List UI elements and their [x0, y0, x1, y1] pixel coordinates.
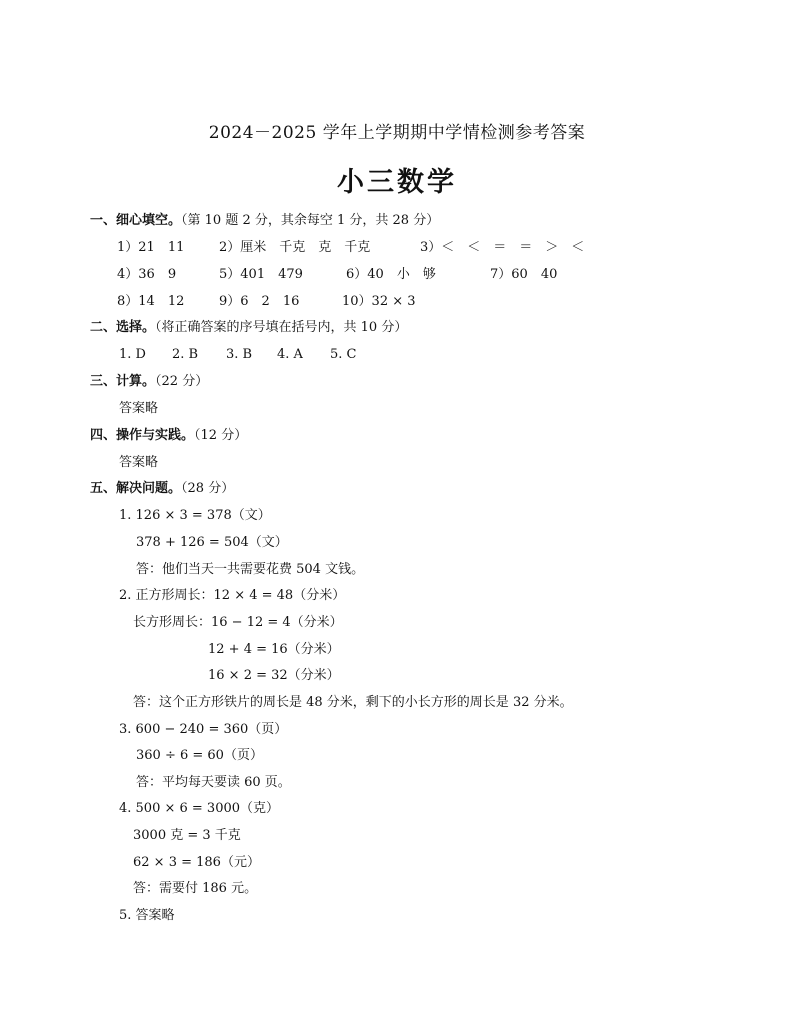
section4-note: （12 分） — [194, 428, 248, 443]
section2-heading — [90, 320, 407, 336]
s1-row2-d: 7）60 40 — [490, 267, 558, 282]
section3-title: 三、计算。 — [90, 374, 156, 389]
q1-line3: 答：他们当天一共需要花费 504 文钱。 — [136, 562, 365, 577]
document-title: 2024－2025 学年上学期期中学情检测参考答案 — [208, 123, 586, 143]
s1-row2-b: 5）401 479 — [219, 267, 303, 282]
s1-row1-b: 2）厘米 千克 克 千克 — [219, 240, 371, 255]
q4-line2: 3000 克 = 3 千克 — [133, 828, 241, 843]
section5-title: 五、解决问题。 — [90, 481, 182, 496]
q4-line3: 62 × 3 = 186（元） — [133, 855, 260, 870]
s2-answer-2: 2. B — [172, 347, 199, 362]
s3-answer: 答案略 — [119, 401, 159, 416]
q2-line3: 12 + 4 = 16（分米） — [208, 642, 340, 657]
s1-row1-a: 1）21 11 — [117, 240, 185, 255]
q5-line: 5. 答案略 — [119, 908, 175, 923]
s1-row2-a: 4）36 9 — [117, 267, 177, 282]
s1-row3-a: 8）14 12 — [117, 294, 185, 309]
q4-line4: 答：需要付 186 元。 — [133, 881, 258, 896]
section1-heading — [90, 213, 439, 229]
section4-heading — [90, 428, 247, 444]
s1-row2-c: 6）40 小 够 — [346, 267, 436, 282]
section1-title: 一、细心填空。 — [90, 213, 182, 228]
s4-answer: 答案略 — [119, 455, 159, 470]
section2-note: （将正确答案的序号填在括号内，共 10 分） — [155, 320, 408, 335]
s1-row1-c: 3）＜ ＜ ＝ ＝ ＞ ＜ — [420, 240, 585, 255]
q2-line5: 答：这个正方形铁片的周长是 48 分米，剩下的小长方形的周长是 32 分米。 — [133, 695, 573, 710]
q4-line1: 4. 500 × 6 = 3000（克） — [119, 801, 280, 816]
s2-answer-3: 3. B — [226, 347, 253, 362]
s1-row3-b: 9）6 2 16 — [219, 294, 300, 309]
q2-line4: 16 × 2 = 32（分米） — [208, 668, 340, 683]
section4-title: 四、操作与实践。 — [90, 428, 195, 443]
q3-line2: 360 ÷ 6 = 60（页） — [136, 748, 263, 763]
section5-heading — [90, 481, 234, 497]
q2-line2: 长方形周长：16 − 12 = 4（分米） — [133, 615, 343, 630]
s2-answer-4: 4. A — [277, 347, 303, 362]
section1-note: （第 10 题 2 分，其余每空 1 分，共 28 分） — [181, 213, 440, 228]
q2-line1: 2. 正方形周长：12 × 4 = 48（分米） — [119, 588, 346, 603]
s2-answer-1: 1. D — [119, 347, 146, 362]
section3-heading — [90, 374, 208, 390]
q1-line2: 378 + 126 = 504（文） — [136, 535, 288, 550]
s1-row3-c: 10）32 × 3 — [342, 294, 416, 309]
q3-line1: 3. 600 − 240 = 360（页） — [119, 722, 288, 737]
subject-title: 小三数学 — [337, 167, 457, 198]
section5-note: （28 分） — [181, 481, 235, 496]
q3-line3: 答：平均每天要读 60 页。 — [136, 775, 291, 790]
q1-line1: 1. 126 × 3 = 378（文） — [119, 508, 271, 523]
section3-note: （22 分） — [155, 374, 209, 389]
section2-title: 二、选择。 — [90, 320, 156, 335]
s2-answer-5: 5. C — [330, 347, 357, 362]
